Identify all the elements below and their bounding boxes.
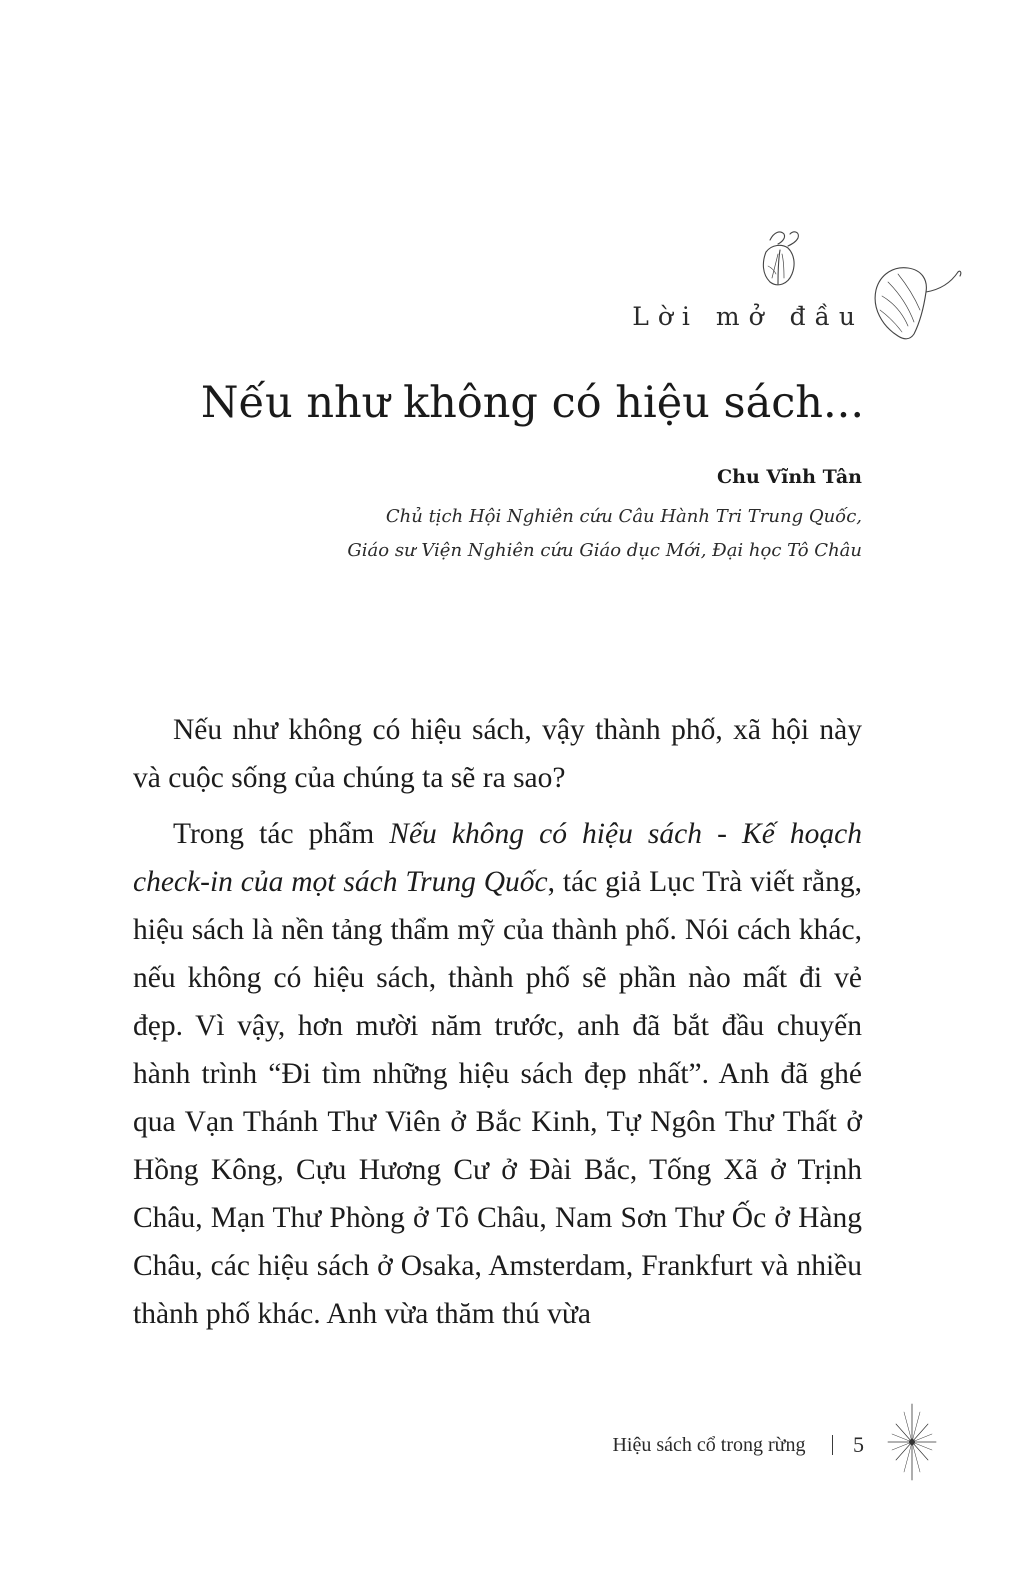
author-block (347, 466, 862, 568)
ginkgo-leaf-small-icon (748, 226, 808, 290)
author-name: Chu Vĩnh Tân (717, 466, 862, 488)
chapter-title: Nếu như không có hiệu sách... (200, 378, 864, 428)
page-number: 5 (853, 1432, 864, 1457)
paragraph-2 (133, 810, 862, 1338)
paragraph-2-rest: , tác giả Lục Trà viết rằng, hiệu sách là nền tảng thẩm mỹ của thành phố. Nói cách khác, nếu không có hiệu sách, thành phố sẽ phần nào mất đi vẻ đẹp. Vì vậy, hơn mười năm trước, anh đã bắt đầu chuyến hành trình “Đi tìm những hiệu sách đẹp nhất”. Anh đã ghé qua Vạn Thánh Thư Viên ở Bắc Kinh, Tự Ngôn Thư Thất ở Hồng Kông, Cựu Hương Cư ở Đài Bắc, Tống Xã ở Trịnh Châu, Mạn Thư Phòng ở Tô Châu, Nam Sơn Thư Ốc ở Hàng Châu, các hiệu sách ở Osaka, Amsterdam, Frankfurt và nhiều thành phố khác. Anh vừa thăm thú vừa (133, 866, 862, 1330)
ginkgo-leaf-large-icon (868, 262, 964, 346)
section-label: Lời mở đầu (632, 302, 864, 331)
author-role-line-1: Chủ tịch Hội Nghiên cứu Câu Hành Tri Trung Quốc, (385, 506, 862, 527)
footer-separator (832, 1435, 834, 1455)
paragraph-2-intro: Trong tác phẩm (173, 818, 390, 850)
body-text (133, 706, 862, 1346)
sparkle-star-icon (884, 1402, 940, 1482)
page-footer (612, 1432, 864, 1458)
author-role-line-2: Giáo sư Viện Nghiên cứu Giáo dục Mới, Đại học Tô Châu (347, 540, 862, 561)
footer-book-title: Hiệu sách cổ trong rừng (612, 1433, 806, 1456)
paragraph-2-book-title: Nếu không có hiệu sách - Kế hoạch check-in của mọt sách Trung Quốc (133, 818, 862, 898)
paragraph-1: Nếu như không có hiệu sách, vậy thành phố, xã hội này và cuộc sống của chúng ta sẽ ra sao? (133, 714, 862, 794)
